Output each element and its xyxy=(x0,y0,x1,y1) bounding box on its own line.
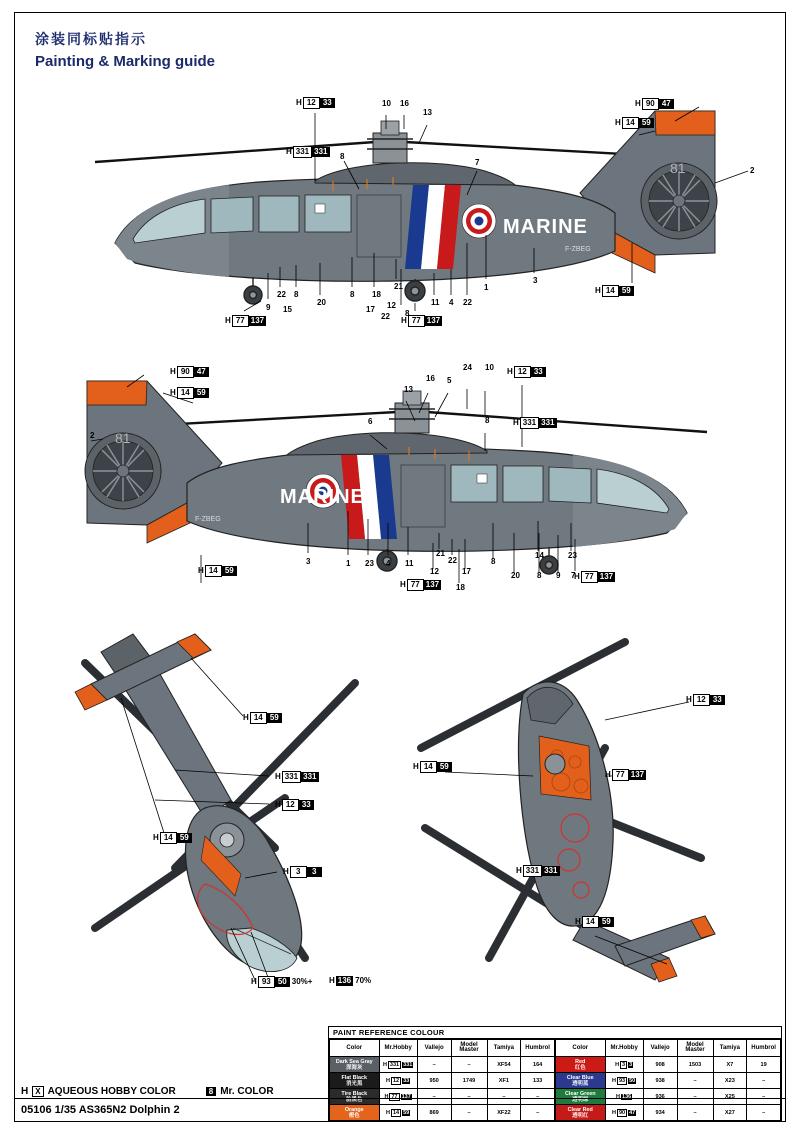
color-name-cn: 透明蓝 xyxy=(572,1080,589,1087)
part-number: 3 xyxy=(533,276,538,285)
callout-top-h331-331 xyxy=(516,865,560,877)
callout-top-h14-59-b xyxy=(575,916,614,928)
col-humbrol: Humbrol xyxy=(521,1040,555,1057)
color-swatch-dark-sea-gray xyxy=(330,1057,380,1073)
callout-h14-59 xyxy=(615,117,654,129)
callout-h90-47-right xyxy=(170,366,209,378)
part-number: 16 xyxy=(426,374,435,383)
callout-code-1: 77 xyxy=(232,315,249,327)
color-name-cn: 胎黑色 xyxy=(346,1096,363,1103)
cell-vallejo: 908 xyxy=(643,1057,677,1073)
color-name-en: Clear Green xyxy=(564,1090,596,1097)
cell-tamiya: X25 xyxy=(713,1089,747,1105)
callout-h-letter: H xyxy=(574,572,580,581)
color-name-en: Clear Red xyxy=(567,1106,593,1113)
svg-text:81: 81 xyxy=(670,160,686,176)
part-number: 11 xyxy=(405,559,414,568)
callout-h-letter: H xyxy=(296,98,302,107)
code-2: 136 xyxy=(622,1093,632,1100)
col-tamiya: Tamiya xyxy=(713,1040,747,1057)
callout-code-1: 12 xyxy=(282,799,299,811)
cell-vallejo: 938 xyxy=(643,1073,677,1089)
code-2: 3 xyxy=(629,1061,633,1068)
callout-code-2: 50 xyxy=(275,977,290,987)
callout-h90-47 xyxy=(635,98,674,110)
callout-h-letter: H xyxy=(413,762,419,771)
mix-ratio-2: 70% xyxy=(355,976,372,985)
part-number: 14 xyxy=(535,551,544,560)
callout-h-letter: H xyxy=(507,367,513,376)
callout-code-2: 33 xyxy=(710,695,725,705)
part-number: 6 xyxy=(368,417,373,426)
cell-modelmaster: – xyxy=(451,1105,487,1121)
callout-code-2: 331 xyxy=(314,147,328,156)
cell-vallejo: 936 xyxy=(643,1089,677,1105)
code-2: 50 xyxy=(629,1077,636,1084)
callout-code-1: 90 xyxy=(642,98,659,110)
callout-h-letter: H xyxy=(516,866,522,875)
svg-text:MARINE: MARINE xyxy=(503,216,588,238)
callout-h-letter: H xyxy=(615,118,621,127)
cell-tamiya: XF54 xyxy=(487,1057,521,1073)
part-number: 23 xyxy=(568,551,577,560)
color-name-cn: 红色 xyxy=(574,1064,586,1071)
part-number: 22 xyxy=(381,312,390,321)
cell-tamiya: XF22 xyxy=(487,1105,521,1121)
cell-tamiya: X23 xyxy=(713,1073,747,1089)
callout-mix-clear-green xyxy=(329,976,371,986)
part-number: 1 xyxy=(346,559,351,568)
callout-code-1: 14 xyxy=(582,916,599,928)
code-1: 331 xyxy=(389,1061,400,1068)
callout-h-letter: H xyxy=(275,772,281,781)
cell-humbrol: – xyxy=(747,1105,781,1121)
callout-h331-331 xyxy=(286,146,330,158)
svg-text:MARINE: MARINE xyxy=(280,486,365,508)
h-letter: H xyxy=(612,1109,616,1116)
svg-text:F-ZBEG: F-ZBEG xyxy=(565,246,591,253)
part-number: 13 xyxy=(404,385,413,394)
callout-top-h12-33 xyxy=(686,694,725,706)
part-number: 22 xyxy=(277,290,286,299)
part-number: 8 xyxy=(294,290,299,299)
paint-table-title: PAINT REFERENCE COLOUR xyxy=(329,1027,781,1039)
callout-code-1: 77 xyxy=(581,571,598,583)
part-number: 10 xyxy=(485,363,494,372)
part-number: 24 xyxy=(463,363,472,372)
callout-h14-59-right-lower xyxy=(198,565,237,577)
cell-humbrol: 133 xyxy=(521,1073,555,1089)
h-letter: H xyxy=(615,1061,620,1068)
part-number: 12 xyxy=(387,301,396,310)
cell-modelmaster: 1503 xyxy=(677,1057,713,1073)
cell-tamiya: X7 xyxy=(713,1057,747,1073)
part-number: 7 xyxy=(475,158,480,167)
part-number: 17 xyxy=(366,305,375,314)
part-number: 17 xyxy=(462,567,471,576)
svg-text:81: 81 xyxy=(115,430,131,446)
color-swatch-flat-black xyxy=(330,1073,380,1089)
part-number: 23 xyxy=(365,559,374,568)
color-swatch-clear-blue xyxy=(556,1073,606,1089)
h-letter: H xyxy=(386,1109,390,1116)
color-name-cn: 深海灰 xyxy=(346,1064,363,1071)
cell-tamiya: XF1 xyxy=(487,1073,521,1089)
callout-h14-59-lower xyxy=(595,285,634,297)
cell-humbrol: 164 xyxy=(521,1057,555,1073)
callout-h-letter: H xyxy=(251,977,257,986)
part-number: 8 xyxy=(350,290,355,299)
col-mrhobby: Mr.Hobby xyxy=(379,1040,417,1057)
code-2: 59 xyxy=(403,1109,410,1116)
code-2: 137 xyxy=(401,1093,411,1100)
part-number: 12 xyxy=(430,567,439,576)
callout-h-letter: H xyxy=(275,800,281,809)
callout-h-letter: H xyxy=(605,770,611,779)
code-2: 47 xyxy=(629,1109,636,1116)
callout-code-1: 331 xyxy=(523,865,542,877)
code-1: 77 xyxy=(391,1093,398,1100)
h-letter: H xyxy=(612,1077,616,1084)
instruction-sheet xyxy=(14,12,786,1122)
callout-code-1: 93 xyxy=(258,976,275,988)
code-2: 331 xyxy=(403,1061,413,1068)
callout-h14-59-right xyxy=(170,387,209,399)
color-name-cn: 透明红 xyxy=(572,1112,589,1119)
callout-code-1: 77 xyxy=(408,315,425,327)
color-name-en: Clear Blue xyxy=(566,1074,594,1081)
callout-bottom-h14-59-a xyxy=(243,712,282,724)
callout-code-2: 3 xyxy=(307,867,322,877)
col-modelmaster: Model Master xyxy=(677,1040,713,1057)
part-number: 15 xyxy=(283,305,292,314)
table-row xyxy=(556,1073,781,1089)
callout-h12-33 xyxy=(296,97,335,109)
callout-h-letter: H xyxy=(635,99,641,108)
callout-code-1: 12 xyxy=(303,97,320,109)
h-letter: H xyxy=(616,1093,621,1100)
color-name-cn: 消光黑 xyxy=(346,1080,363,1087)
callout-h-letter: H xyxy=(513,418,519,427)
part-number: 10 xyxy=(382,99,391,108)
callout-h-letter: H xyxy=(329,976,335,985)
callout-code-2: 59 xyxy=(639,118,654,128)
code-1: 3 xyxy=(622,1061,626,1068)
callout-h-letter: H xyxy=(243,713,249,722)
part-number: 4 xyxy=(386,559,391,568)
cell-modelmaster: – xyxy=(677,1089,713,1105)
callout-code-1: 3 xyxy=(290,866,307,878)
callout-h-letter: H xyxy=(170,367,176,376)
callout-h-letter: H xyxy=(286,147,292,156)
callout-code-1: 14 xyxy=(420,761,437,773)
part-number: 1 xyxy=(484,283,489,292)
svg-text:F-ZBEG: F-ZBEG xyxy=(195,516,221,523)
callout-code-2: 59 xyxy=(437,762,452,772)
cell-vallejo: 934 xyxy=(643,1105,677,1121)
callout-code-1: 14 xyxy=(205,565,222,577)
part-number: 13 xyxy=(423,108,432,117)
bottom-view-illustration xyxy=(55,628,395,988)
legend-x-box: X xyxy=(32,1086,43,1097)
callout-h-letter: H xyxy=(401,316,407,325)
callout-h12-33-right xyxy=(507,366,546,378)
side-view-right-illustration xyxy=(15,343,787,593)
cell-humbrol: – xyxy=(747,1073,781,1089)
callout-h77-137-right-a xyxy=(400,579,441,591)
callout-h-letter: H xyxy=(575,917,581,926)
cell-humbrol: – xyxy=(521,1089,555,1105)
cell-tamiya: – xyxy=(487,1089,521,1105)
code-1: 90 xyxy=(618,1109,626,1116)
callout-code-1: 12 xyxy=(514,366,531,378)
callout-code-2: 33 xyxy=(531,367,546,377)
code-1: 93 xyxy=(618,1077,626,1084)
part-number: 21 xyxy=(436,549,445,558)
callout-code-1: 14 xyxy=(250,712,267,724)
callout-code-2: 137 xyxy=(426,316,441,325)
callout-code-1: 90 xyxy=(177,366,194,378)
color-name-en: Orange xyxy=(344,1106,364,1113)
part-number: 9 xyxy=(556,571,561,580)
callout-bottom-h14-59-b xyxy=(153,832,192,844)
h-letter: H xyxy=(384,1093,389,1100)
table-row xyxy=(556,1057,781,1073)
part-number: 8 xyxy=(491,557,496,566)
callout-h-letter: H xyxy=(225,316,231,325)
callout-code-2: 33 xyxy=(299,800,314,810)
color-name-en: Dark Sea Gray xyxy=(335,1058,373,1065)
cell-modelmaster: – xyxy=(677,1105,713,1121)
cell-humbrol: – xyxy=(747,1089,781,1105)
callout-bottom-h331-331 xyxy=(275,771,319,783)
col-tamiya: Tamiya xyxy=(487,1040,521,1057)
callout-h331-331-right xyxy=(513,417,557,429)
part-number: 7 xyxy=(571,571,576,580)
part-number: 20 xyxy=(511,571,520,580)
page-title xyxy=(35,29,215,70)
cell-mrhobby xyxy=(605,1057,643,1073)
cell-vallejo: 950 xyxy=(417,1073,451,1089)
part-number: 18 xyxy=(456,583,465,592)
callout-code-1: 14 xyxy=(602,285,619,297)
callout-code-1: 12 xyxy=(693,694,710,706)
part-number: 3 xyxy=(306,557,311,566)
callout-code-1: 77 xyxy=(612,769,629,781)
legend-mrcolor-group xyxy=(206,1086,274,1097)
callout-bottom-h3-3 xyxy=(283,866,322,878)
callout-code-2: 137 xyxy=(250,316,265,325)
part-number: 18 xyxy=(372,290,381,299)
callout-h-letter: H xyxy=(686,695,692,704)
part-number: 5 xyxy=(447,376,452,385)
legend-aqueous-label: AQUEOUS HOBBY COLOR xyxy=(47,1086,176,1097)
callout-code-2: 331 xyxy=(544,866,558,875)
cell-vallejo: – xyxy=(417,1057,451,1073)
callout-code-2: 137 xyxy=(425,580,440,589)
callout-mix-clear-blue xyxy=(251,976,312,988)
callout-bottom-h12-33 xyxy=(275,799,314,811)
part-number: 8 xyxy=(537,571,542,580)
part-number: 22 xyxy=(448,556,457,565)
callout-code-2: 137 xyxy=(630,770,645,779)
part-number: 2 xyxy=(750,166,755,175)
callout-code-2: 47 xyxy=(194,367,209,377)
part-number: 8 xyxy=(485,416,490,425)
part-number: 20 xyxy=(317,298,326,307)
callout-h-letter: H xyxy=(595,286,601,295)
part-number: 9 xyxy=(266,303,271,312)
cell-modelmaster: – xyxy=(451,1089,487,1105)
cell-mrhobby xyxy=(605,1073,643,1089)
callout-code-1: 14 xyxy=(177,387,194,399)
paint-brand-legend xyxy=(21,1086,274,1097)
col-vallejo: Vallejo xyxy=(417,1040,451,1057)
code-2: 33 xyxy=(403,1077,410,1084)
callout-h-letter: H xyxy=(170,388,176,397)
callout-code-1: 331 xyxy=(282,771,301,783)
col-humbrol: Humbrol xyxy=(747,1040,781,1057)
col-modelmaster: Model Master xyxy=(451,1040,487,1057)
callout-code-2: 33 xyxy=(320,98,335,108)
callout-code-2: 137 xyxy=(599,572,614,581)
legend-mrcolor-label: Mr. COLOR xyxy=(220,1086,274,1097)
part-number: 16 xyxy=(400,99,409,108)
callout-code-2: 59 xyxy=(222,566,237,576)
cell-mrhobby xyxy=(379,1057,417,1073)
col-vallejo: Vallejo xyxy=(643,1040,677,1057)
code-1: 12 xyxy=(392,1077,400,1084)
cell-modelmaster: – xyxy=(677,1073,713,1089)
callout-h77-137-right-b xyxy=(574,571,615,583)
page-title-en: Painting & Marking guide xyxy=(35,53,216,70)
part-number: 22 xyxy=(463,298,472,307)
col-mrhobby: Mr.Hobby xyxy=(605,1040,643,1057)
callout-code-2: 47 xyxy=(659,99,674,109)
color-swatch-red xyxy=(556,1057,606,1073)
callout-h-letter: H xyxy=(153,833,159,842)
part-number: 4 xyxy=(449,298,454,307)
callout-code-1: 14 xyxy=(622,117,639,129)
code-1: 14 xyxy=(392,1109,400,1116)
table-row xyxy=(330,1057,555,1073)
color-name-en: Red xyxy=(575,1058,586,1065)
part-number: 2 xyxy=(90,431,95,440)
cell-vallejo: – xyxy=(417,1089,451,1105)
legend-h-letter: H xyxy=(21,1086,29,1097)
legend-aqueous-group xyxy=(21,1086,176,1097)
cell-humbrol: 19 xyxy=(747,1057,781,1073)
cell-modelmaster: 1749 xyxy=(451,1073,487,1089)
legend-dark-box: 8 xyxy=(206,1087,216,1096)
part-number: 21 xyxy=(394,282,403,291)
callout-code-1: 77 xyxy=(407,579,424,591)
color-name-en: Tire Black xyxy=(341,1090,368,1097)
col-color: Color xyxy=(556,1040,606,1057)
part-number: 8 xyxy=(340,152,345,161)
color-name-en: Flat Black xyxy=(341,1074,367,1081)
callout-code-2: 59 xyxy=(267,713,282,723)
cell-modelmaster: – xyxy=(451,1057,487,1073)
callout-code-2: 331 xyxy=(303,772,317,781)
callout-code-1: 331 xyxy=(293,146,312,158)
cell-tamiya: X27 xyxy=(713,1105,747,1121)
mix-ratio-1: 30%+ xyxy=(291,977,313,986)
callout-h-letter: H xyxy=(400,580,406,589)
part-number: 8 xyxy=(405,309,410,318)
color-name-cn: 透明绿 xyxy=(572,1096,589,1103)
cell-humbrol: – xyxy=(521,1105,555,1121)
callout-h-letter: H xyxy=(283,867,289,876)
callout-code-2: 136 xyxy=(337,976,352,985)
callout-code-2: 59 xyxy=(177,833,192,843)
callout-code-2: 59 xyxy=(194,388,209,398)
col-color: Color xyxy=(330,1040,380,1057)
callout-code-2: 59 xyxy=(619,286,634,296)
top-view-illustration xyxy=(405,628,745,988)
h-letter: H xyxy=(386,1077,390,1084)
cell-vallejo: 869 xyxy=(417,1105,451,1121)
h-letter: H xyxy=(382,1061,387,1068)
callout-h77-137-left xyxy=(225,315,266,327)
table-row xyxy=(330,1073,555,1089)
callout-code-2: 331 xyxy=(541,418,555,427)
page-title-cn: 涂装同标贴指示 xyxy=(35,31,147,47)
callout-code-1: 14 xyxy=(160,832,177,844)
footer-bar xyxy=(15,1098,785,1121)
callout-top-h77-137 xyxy=(605,769,646,781)
callout-h-letter: H xyxy=(198,566,204,575)
callout-code-1: 331 xyxy=(520,417,539,429)
kit-code: 05106 1/35 AS365N2 Dolphin 2 xyxy=(21,1104,180,1116)
part-number: 11 xyxy=(431,298,440,307)
callout-code-2: 59 xyxy=(599,917,614,927)
cell-mrhobby xyxy=(379,1073,417,1089)
color-name-cn: 橙色 xyxy=(348,1112,360,1119)
callout-top-h14-59-a xyxy=(413,761,452,773)
